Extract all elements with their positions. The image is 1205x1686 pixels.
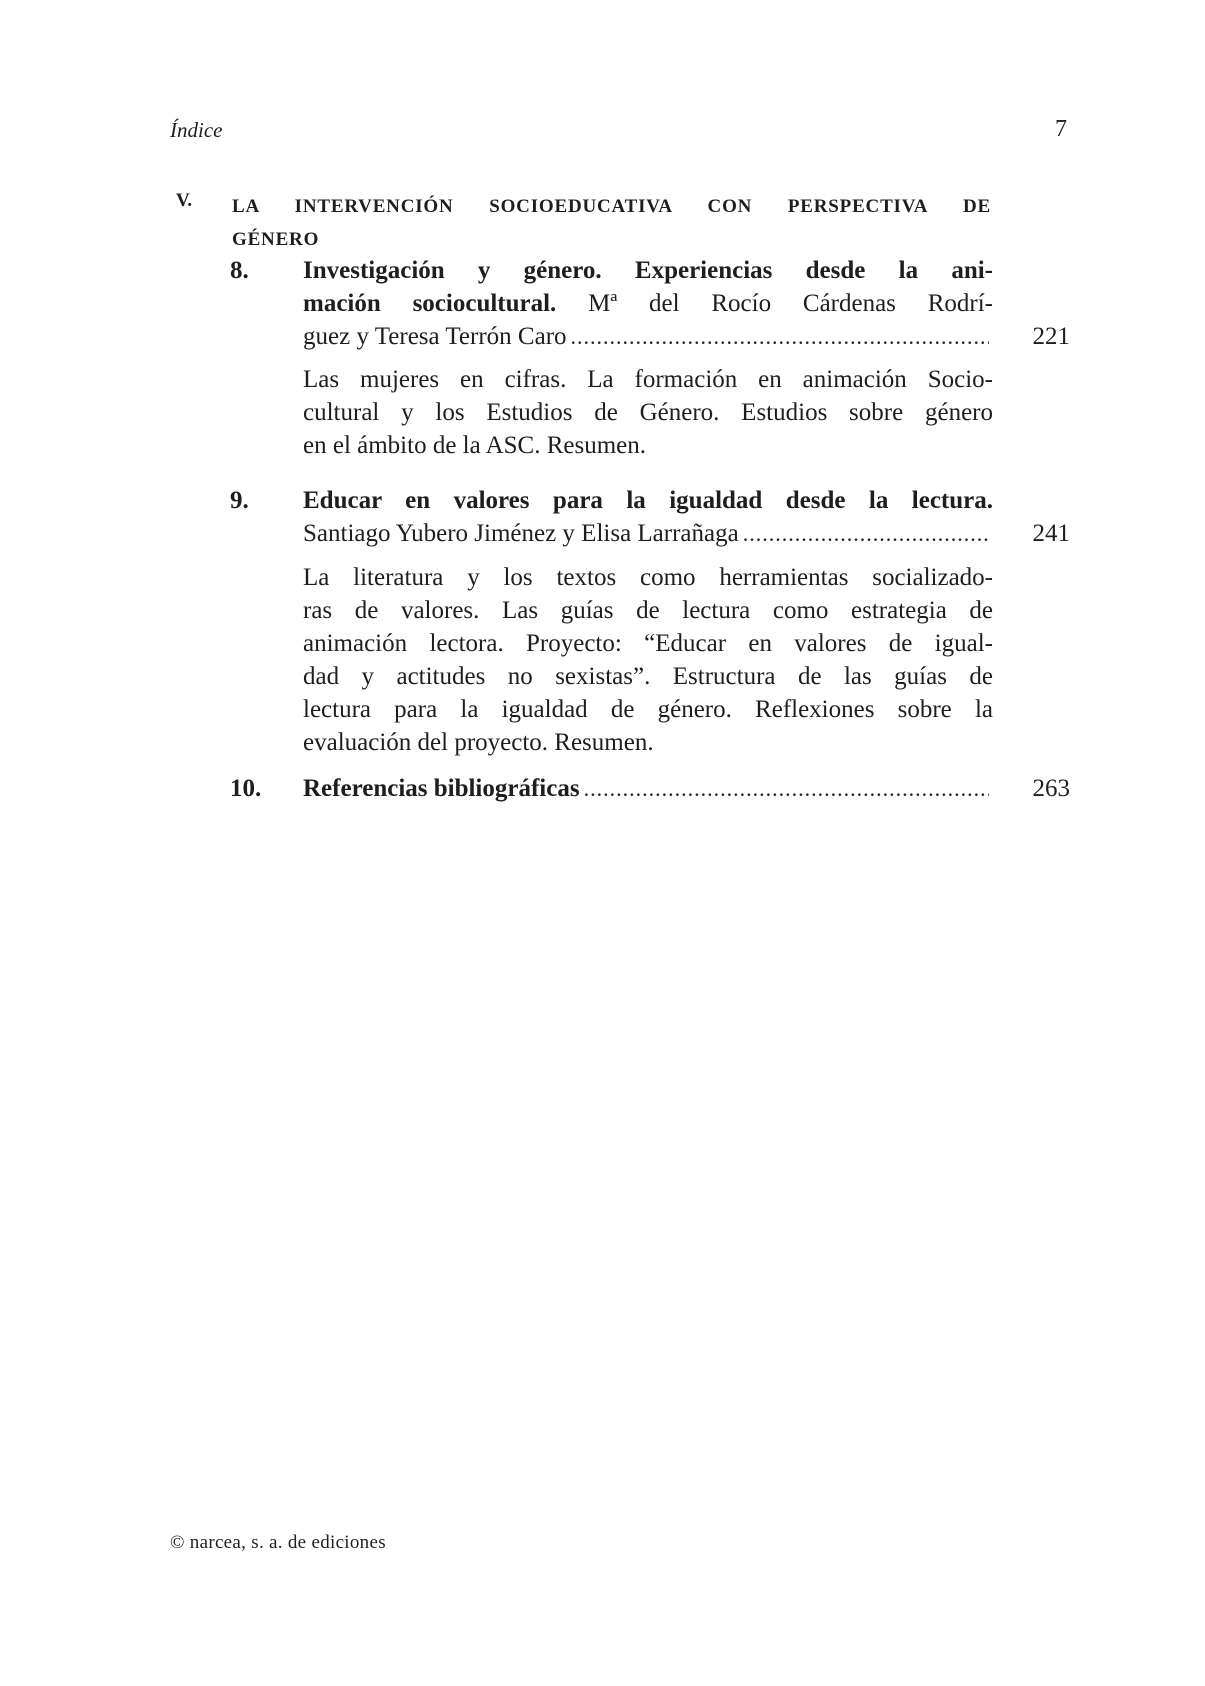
entry-page-ref[interactable]: 221 (1032, 323, 1070, 350)
entry-number: 10. (230, 775, 262, 802)
entry-heading (303, 772, 993, 805)
section-title-line: LA INTERVENCIÓN SOCIOEDUCATIVA CON PERSPECTIVA DE (232, 196, 991, 217)
summary-line: lectura para la igualdad de género. Reflexiones sobre la (303, 696, 993, 723)
summary-line: Las mujeres en cifras. La formación en animación Socio- (303, 366, 993, 393)
summary-line: La literatura y los textos como herramientas socializado- (303, 564, 993, 591)
entry-title: Referencias bibliográficas (303, 775, 580, 802)
summary-line: animación lectora. Proyecto: “Educar en valores de igual- (303, 630, 993, 657)
running-head-title: Índice (170, 118, 223, 142)
entry-title: Investigación y género. Experiencias desde la ani- (303, 257, 993, 284)
dot-leader (571, 320, 989, 353)
entry-authors: guez y Teresa Terrón Caro (303, 323, 567, 350)
entry-summary (303, 363, 993, 462)
entry-summary (303, 561, 993, 759)
entry-leader-line (303, 320, 993, 353)
dot-leader (584, 772, 989, 805)
page-number: 7 (1055, 116, 1067, 142)
entry-authors: Santiago Yubero Jiménez y Elisa Larrañaga (303, 520, 739, 547)
summary-line: evaluación del proyecto. Resumen. (303, 729, 654, 756)
entry-title: mación sociocultural. (303, 290, 557, 317)
running-head (170, 118, 1067, 148)
section-number: V. (176, 190, 193, 211)
entry-heading (303, 254, 993, 353)
summary-line: ras de valores. Las guías de lectura como estrategia de (303, 597, 993, 624)
section-title-line: GÉNERO (232, 229, 320, 250)
summary-line: en el ámbito de la ASC. Resumen. (303, 432, 647, 459)
summary-line: dad y actitudes no sexistas”. Estructura de las guías de (303, 663, 993, 690)
entry-leader-line (303, 517, 993, 550)
copyright-footer: © narcea, s. a. de ediciones (170, 1532, 386, 1553)
entry-leader-line (303, 772, 993, 805)
entry-heading (303, 484, 993, 550)
entry-title: Educar en valores para la igualdad desde la lectura. (303, 487, 993, 514)
entry-page-ref[interactable]: 241 (1032, 520, 1070, 547)
entry-authors: Mª del Rocío Cárdenas Rodrí- (556, 290, 993, 317)
section-title (232, 190, 991, 256)
summary-line: cultural y los Estudios de Género. Estudios sobre género (303, 399, 993, 426)
dot-leader (743, 517, 989, 550)
entry-page-ref[interactable]: 263 (1032, 775, 1070, 802)
entry-number: 8. (230, 257, 249, 284)
entry-title-authors-line (303, 287, 993, 320)
entry-number: 9. (230, 487, 249, 514)
